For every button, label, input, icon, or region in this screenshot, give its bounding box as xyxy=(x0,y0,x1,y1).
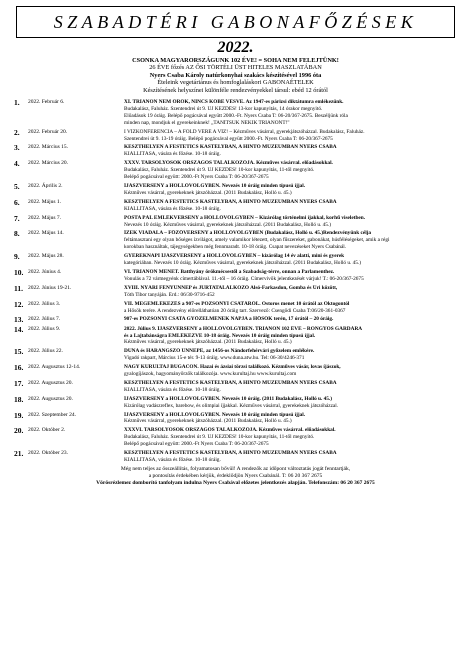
event-text-line: Szentendrei út 9. 13-19 óráig. Belépő pogácsával együtt 2000.-Ft. Nyers Csaba T: 06-20/367-2675 xyxy=(124,135,333,142)
event-row xyxy=(14,213,457,229)
event-text-line: VII. MEGEMLÉKEZÉS a 907-es POZSONYI CSATÁRÓL. Ostoros menet 10 órától az Oktogontól xyxy=(124,300,350,307)
event-description xyxy=(124,283,457,299)
event-description xyxy=(124,181,457,197)
event-number: 7. xyxy=(14,213,20,223)
event-date: 2022. Május 1. xyxy=(28,198,61,205)
event-text-line: KIÁLLÍTÁSA, vására és főzése. 10-18 óráig. xyxy=(124,386,221,393)
event-text-line: KIÁLLÍTÁSA, vására és főzése. 10-18 óráig. xyxy=(124,205,221,212)
event-text-line: minden nap, mondjuk el gyerekeinknek! „TANÍTSUK NEKIK TRIANONT!" xyxy=(124,119,290,126)
event-text-line: Budakalász, Faluház. Szentendrei út 9. ÚJ KEZDÉS! 10-kor kapunyitás, 11-től megnyitó. xyxy=(124,167,315,174)
event-text-line: Budakalász, Faluház. Szentendrei út 9. ÚJ KEZDÉS! 10-kor kapunyitás, 11-től megnyitó. xyxy=(124,434,315,441)
event-description xyxy=(124,346,457,362)
event-description xyxy=(124,251,457,267)
event-text-line: gyalogíjászok, hagyományőrzők találkozója. www.kurultaj.hu www.kurultaj.com xyxy=(124,371,297,378)
event-number: 5. xyxy=(14,182,20,191)
event-date: 2022. Május 14. xyxy=(28,230,64,237)
event-date: 2022. Október 2. xyxy=(28,427,66,434)
event-date: 2022. Augusztus 20. xyxy=(28,395,73,402)
event-row xyxy=(14,267,457,283)
event-text-line: Előadások 19 óráig. Belépő pogácsával együtt 2000.-Ft. Nyers Csaba T: 06-20/367-2675. Beszéljünk róla xyxy=(124,112,348,119)
event-text-line: Budakalász, Faluház. Szentendrei út 9. ÚJ KEZDÉS! 13-kor kapunyitás, 14 órakor megnyitó. xyxy=(124,105,323,112)
event-date: 2022. Március 20. xyxy=(28,160,69,167)
intro-line: CSONKA MAGYARORSZÁGUNK 102 ÉVE! = SOHA NEM FELEJTÜNK! xyxy=(132,57,339,64)
event-row xyxy=(14,448,457,464)
event-row xyxy=(14,142,457,158)
event-date: 2022. Június 19-21. xyxy=(28,284,72,291)
event-number: 1. xyxy=(14,98,20,108)
event-text-line: KESZTHELYEN A FESTETICS KASTÉLYBAN, A HINTÓ MÚZEUMBAN NYERS CSABA xyxy=(124,198,337,205)
event-number: 6. xyxy=(14,197,20,207)
event-row xyxy=(14,228,457,251)
event-number: 20. xyxy=(14,426,24,436)
event-row xyxy=(14,425,457,448)
event-list xyxy=(14,97,457,464)
event-description xyxy=(124,410,457,426)
event-text-line: KIÁLLÍTÁSA, vására és főzése. 10-18 óráig. xyxy=(124,151,221,158)
event-number: 15. xyxy=(14,347,24,357)
event-description xyxy=(124,213,457,229)
event-number: 13. xyxy=(14,315,24,325)
event-description xyxy=(124,314,457,323)
event-number: 21. xyxy=(14,449,24,459)
event-date: 2022. Március 15. xyxy=(28,144,69,151)
event-description xyxy=(124,142,457,158)
event-text-line: KIÁLLÍTÁSA, vására és főzése. 10-18 óráig. xyxy=(124,457,221,464)
event-date: 2022. Május 28. xyxy=(28,253,64,260)
event-date: 2022. Szeptember 24. xyxy=(28,411,76,418)
event-number: 19. xyxy=(14,410,24,420)
event-number: 11. xyxy=(14,283,23,293)
event-number: 16. xyxy=(14,363,24,373)
event-row xyxy=(14,251,457,267)
event-date: 2022. Február 6. xyxy=(28,99,65,106)
event-number: 18. xyxy=(14,394,24,404)
event-number: 12. xyxy=(14,299,24,309)
event-date: 2022. Augusztus 20. xyxy=(28,379,73,386)
footer-line: Még nem teljes az összeállítás, folyamatosan bővül! A rendezők az időpont változtatás jogát fenntartják, xyxy=(120,465,351,472)
intro-block xyxy=(14,57,457,94)
event-text-line: Vigadó rakpart, Március 15-e tér. 9-13 óráig. www.duna.atw.hu. Tel: 06-30/4246-371 xyxy=(124,355,305,362)
event-number: 2. xyxy=(14,127,20,137)
event-text-line: GYEREKNAPI ÍJÁSZVERSENY a HOLLÓVÖLGYBEN – kizárólag 14 év alatti, mini és gyerek xyxy=(124,253,345,260)
event-row xyxy=(14,362,457,378)
event-text-line: I VÍZKONFERENCIA – A FÖLD VÉRE A VÍZ! – Kézműves vásárral, gyerekjátszóházzal. Budakalász, Faluház. xyxy=(124,128,365,135)
event-description xyxy=(124,425,457,448)
event-date: 2022. Május 7. xyxy=(28,214,61,221)
event-text-line: Kézműves vásárral, gyerekeknek játszóházzal. (2011 Budakalász, Holló u. 45.) xyxy=(124,189,292,196)
event-text-line: KESZTHELYEN A FESTETICS KASTÉLYBAN, A HINTÓ MÚZEUMBAN NYERS CSABA xyxy=(124,379,337,386)
event-description xyxy=(124,362,457,378)
event-text-line: DUNA és HARANGSZÓ ÜNNEPE, az 1456-os Nándorfehérvári győzelem emlékére. xyxy=(124,348,315,355)
event-number: 10. xyxy=(14,267,24,277)
event-text-line: POSTA PÁL EMLÉKVERSENY a HOLLÓVÖLGYBEN – Kizárólag történelmi íjakkal, korhű viseletben. xyxy=(124,214,366,221)
event-text-line: Vonulás a 72 vármegyénk címertáblával. 11.-től – 16 óráig. Címervivők jelentkezését várjuk! T.: 06-20/367-2675 xyxy=(124,275,364,282)
event-row xyxy=(14,127,457,143)
event-text-line: XI. TRIANON NEM ÖRÖK, NINCS KÖBE VÉSVE. Az 1947-es párizsi diktátumra emlékezünk. xyxy=(124,99,344,106)
event-row xyxy=(14,346,457,362)
event-description xyxy=(124,228,457,251)
event-text-line: Belépő pogácsával együtt: 2000.-Ft Nyers Csaba T: 06-20/367-2675 xyxy=(124,174,269,181)
event-row xyxy=(14,181,457,197)
event-date: 2022. Október 23. xyxy=(28,450,69,457)
event-text-line: XVIII. NYÁRI FÉNYÜNNEP és JURTATALÁLKOZÓ Alsó-Farkasdon, Gomba és Úri között, xyxy=(124,284,338,291)
event-description xyxy=(124,127,457,143)
event-row xyxy=(14,299,457,315)
footer-notes xyxy=(14,466,457,487)
footer-line: Vörösrézlemez domborító tanfolyam indulna Nyers Csabával előzetes jelentkezés alapján. Telefonszám: 06 20 367 2675 xyxy=(96,479,375,486)
event-text-line: a Hősök terére. A rendezvény előrelláthatóan 20 óráig tart. Szervező: Csengődi Csaba T:06/20-361-0367 xyxy=(124,307,346,314)
event-description xyxy=(124,324,457,347)
page-title-box xyxy=(16,6,455,38)
intro-line: Ételeink vegetáriánus és homfoglaláskori GABONAÉTELEK xyxy=(157,79,314,87)
event-date: 2022. Július 22. xyxy=(28,348,63,355)
event-description xyxy=(124,197,457,213)
event-text-line: Tóth Tibor tanyáján. Érd.: 06/30-9716-452 xyxy=(124,291,215,298)
event-number: 14. xyxy=(14,324,24,334)
event-date: 2022. Július 9. xyxy=(28,325,61,332)
event-row xyxy=(14,283,457,299)
footer-line: a pontosítás érdekében kérjük, érdeklődjön Nyers Csabánál. T: 06 20 367 2675 xyxy=(148,472,323,479)
event-date: 2022. Július 3. xyxy=(28,300,61,307)
event-text-line: Kézműves vásárral, gyerekeknek játszóházzal. (2011 Budakalász, Holló u. 45.) xyxy=(124,418,292,425)
event-text-line: kategóriában. Nevezés 10 óráig. Kézműves vásárral, gyerekeknek játszóházzal. (2011 Budakalász, Holló u. 45.) xyxy=(124,260,362,267)
event-text-line: XXXVI. TARSOLYOSOK ORSZÁGOS TALÁLKOZÓJA. Kézműves vásárral. előadásokkal. xyxy=(124,427,336,434)
page-title: SZABADTÉRI GABONAFŐZÉSEK xyxy=(53,11,418,32)
event-text-line: ÍJÁSZVERSENY a HOLLÓVÖLGYBEN. Nevezés 10 óráig minden típusú íjjal. xyxy=(124,183,306,189)
event-text-line: Belépő pogácsával együtt: 2000.-Ft Nyers Csaba T: 06-20/367-2675 xyxy=(124,441,269,448)
event-text-line: 2022. Július 9. ÍJÁSZVERSENY a HOLLÓVÖLGYBEN. TRIANON 102 ÉVE – RONGYOS GÁRDÁRA xyxy=(124,325,363,332)
event-text-line: VI. TRIANON MENET. Batthyány örökmécsestől a Szabadság-térre, onnan a Parlamenthez. xyxy=(124,268,335,275)
event-row xyxy=(14,197,457,213)
event-row xyxy=(14,410,457,426)
event-number: 8. xyxy=(14,229,20,239)
event-text-line: ÍJÁSZVERSENY a HOLLÓVÖLGYBEN. Nevezés 10 óráig. (2011 Budakalász, Holló u. 45.) xyxy=(124,395,333,402)
event-text-line: KESZTHELYEN A FESTETICS KASTÉLYBAN, A HINTÓ MÚZEUMBAN NYERS CSABA xyxy=(124,450,337,457)
event-text-line: Kézműves vásárral, gyerekeknek játszóházzal. (2011 Budakalász, Holló u. 45.) xyxy=(124,339,292,346)
event-date: 2022. Augusztus 12-14. xyxy=(28,364,81,371)
event-date: 2022. Április 2. xyxy=(28,183,63,189)
event-row xyxy=(14,97,457,127)
event-row xyxy=(14,158,457,181)
intro-line: Nyers Csaba Károly natúrkonyhai szakács készítésével 1996 óta xyxy=(149,71,322,79)
event-date: 2022. Február 20. xyxy=(28,128,68,135)
program-page xyxy=(0,6,471,672)
event-description xyxy=(124,448,457,464)
event-number: 3. xyxy=(14,143,20,153)
event-description xyxy=(124,267,457,283)
event-number: 4. xyxy=(14,159,20,169)
event-text-line: korokban használtak, tájegységekben még fennmaradt. 10-18 óráig. Csapat nevezéseket Nyers Csabánál. xyxy=(124,244,347,251)
event-text-line: NAGY KURULTAJ BUGACON. Hazai és ázsiai törzsi találkozó. Kézműves vásár, lovas íjászok, xyxy=(124,364,341,371)
event-text-line: Kizárólag vadászreflex, barebow, és olimpiai íjjakkal. Kézműves vásárral, gyerekeknek játszóházzal. xyxy=(124,402,339,409)
event-text-line: KESZTHELYEN A FESTETICS KASTÉLYBAN, A HINTÓ MÚZEUMBAN NYERS CSABA xyxy=(124,144,337,151)
intro-line: Készítésének helyszínei különféle rendezvényekkel társul: ebéd 12 órától xyxy=(143,86,328,94)
event-row xyxy=(14,314,457,323)
event-row xyxy=(14,394,457,410)
event-description xyxy=(124,378,457,394)
event-text-line: feltámasztani egy olyan bőséges ízvilágot, amely valamikor létezett, olyan fűszereket, gabonákat, húsféléségeket, amik a régi xyxy=(124,237,390,244)
program-year: 2022. xyxy=(217,39,254,56)
event-text-line: ÍJÁSZVERSENY a HOLLÓVÖLGYBEN. Nevezés 10 óráig minden típusú íjjal. xyxy=(124,411,306,418)
event-number: 17. xyxy=(14,378,24,388)
event-date: 2022. Július 7. xyxy=(28,316,61,323)
event-text-line: XXXV. TARSOLYOSOK ORSZÁGOS TALÁLKOZÓJA. Kézműves vásárral. előadásokkal. xyxy=(124,160,333,167)
event-date: 2022. Június 4. xyxy=(28,268,62,275)
event-text-line: és a Lajtabánságra EMLÉKEZVE 10-18 óráig. Nevezés 10 óráig minden típusú íjjal. xyxy=(124,332,316,339)
event-text-line: Nevezés 10 óráig. Kézműves vásárral, gyerekeknek játszóházzal. (2011 Budakalász, Holló u. 45.) xyxy=(124,221,332,228)
event-text-line: ÍZEK VIADALA – FŐZŐVERSENY a HOLLÓVÖLGYBEN (Budakalász, Holló u. 45.)Rendezvényünk célja xyxy=(124,230,372,237)
event-description xyxy=(124,394,457,410)
event-number: 9. xyxy=(14,252,20,262)
event-text-line: 907-es POZSONYI CSATA GYŐZELMÉNEK NAPJA a HŐSÖK terén, 17 órától – 20 óráig. xyxy=(124,316,334,323)
event-description xyxy=(124,158,457,181)
event-description xyxy=(124,97,457,127)
event-description xyxy=(124,299,457,315)
event-row xyxy=(14,324,457,347)
event-row xyxy=(14,378,457,394)
intro-line: 26 ÉVE főzés AZ ŐSI TÖRTÉLI ÜST HITELES MASZLATÁBAN xyxy=(149,64,322,72)
